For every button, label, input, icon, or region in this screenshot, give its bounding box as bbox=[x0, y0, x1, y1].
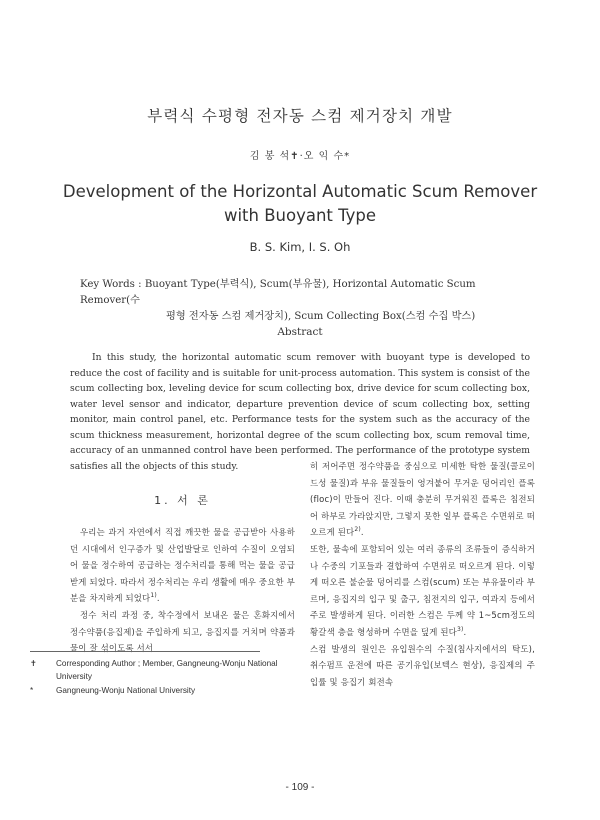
english-authors: B. S. Kim, I. S. Oh bbox=[249, 240, 351, 254]
keywords-line2: 평형 전자동 스컴 제거장치), Scum Collecting Box(스컴 수집 박스) bbox=[166, 311, 476, 322]
paragraph: 정수 처리 과정 중, 착수정에서 보내온 물은 혼화지에서 정수약품(응집제)을 주입하게 되고, 응집지를 거치며 약품과 물이 잘 섞이도록 서서 bbox=[70, 609, 295, 654]
page-number: - 109 - bbox=[285, 782, 315, 793]
korean-authors: 김 봉 석✝·오 익 수* bbox=[249, 151, 351, 162]
paragraph: 히 저어주면 정수약품을 중심으로 미세한 탁한 물질(콜로이드성 물질)과 부유 물질들이 엉겨붙어 무거운 덩어리인 플록(floc)이 만들어 진다. 이때 충분히 무거워진 플록은 침전되어 하부로 가라앉지만, 그렇지 못한 일부 플록은 수면위로 떠오르게 된다$^{2)}$. bbox=[310, 461, 535, 538]
paragraph: 스컴 발생의 원인은 유입원수의 수질(침사지에서의 탁도), 취수펌프 운전에 따른 공기유입(보텍스 현상), 응집제의 주입률 및 응집기 회전속 bbox=[310, 643, 535, 687]
section-heading: 1. 서 론 bbox=[154, 494, 211, 507]
abstract bbox=[70, 350, 530, 474]
footnote-mark: ✝ bbox=[30, 659, 37, 668]
abstract-text: In this study, the horizontal automatic scum remover with buoyant type is developed to reduce the cost of facility and is suitable for unit-process automation. This system is consist of the scum collecting box, leveling device for scum collecting box, drive device for scum collecting box, water level sensor and indicator, departure prevention device of scum collecting box, setting monitor, main control panel, etc. Performance tests for the system such as the accuracy of the scum thickness measurement, horizontal degree of the scum collecting box, scum removal time, accuracy of an unmanned control have been performed. The performance of the prototype system satisfies all the objects of this study. bbox=[70, 352, 530, 472]
footnote-divider bbox=[30, 651, 260, 652]
footnote bbox=[30, 685, 290, 698]
right-column bbox=[310, 458, 535, 690]
keywords-line1: Buoyant Type(부력식), Scum(부유물), Horizontal Automatic Scum Remover(수 bbox=[80, 279, 476, 306]
english-title: Development of the Horizontal Automatic Scum Remover with Buoyant Type bbox=[62, 182, 538, 225]
footnote-text: Gangneung-Wonju National University bbox=[56, 686, 196, 695]
paragraph: 또한, 물속에 포함되어 있는 여러 종류의 조류들이 증식하거나 수중의 기포들과 결합하여 수면위로 떠오르게 된다. 이렇게 떠오른 불순물 덩어리를 스컴(scum) 또는 부유물이라 부르며, 응집지의 입구 및 출구, 침전지의 입구, 여과지 등에서 주로 발생하게 된다. 이러한 스컴은 두께 약 1~5cm정도의 황갈색 층을 형성하며 수면을 덮게 된다$^{3)}$. bbox=[310, 543, 535, 637]
abstract-heading: Abstract bbox=[277, 326, 323, 338]
reference-1: 1) bbox=[150, 592, 157, 600]
footnote-mark: * bbox=[30, 686, 34, 695]
footnote bbox=[30, 658, 290, 683]
reference-2: 2) bbox=[354, 526, 361, 534]
reference-3: 3) bbox=[456, 626, 464, 634]
footnotes bbox=[30, 658, 290, 700]
keywords bbox=[80, 277, 535, 325]
footnote-text: Corresponding Author ; Member, Gangneung-Wonju National University bbox=[56, 659, 278, 681]
paragraph: 우리는 과거 자연에서 직접 깨끗한 물을 공급받아 사용하던 시대에서 인구증가 및 산업발달로 인하여 수질이 오염되어 물을 정수하여 공급하는 정수처리를 통해 먹는 물을 공급받게 되었다. 따라서 정수처리는 우리 생활에 매우 중요한 부분을 차지하게 되었다$^{1)}$. bbox=[70, 527, 295, 604]
left-column bbox=[70, 492, 295, 657]
keywords-label: Key Words : bbox=[80, 279, 142, 290]
korean-title: 부력식 수평형 전자동 스컴 제거장치 개발 bbox=[147, 107, 453, 125]
